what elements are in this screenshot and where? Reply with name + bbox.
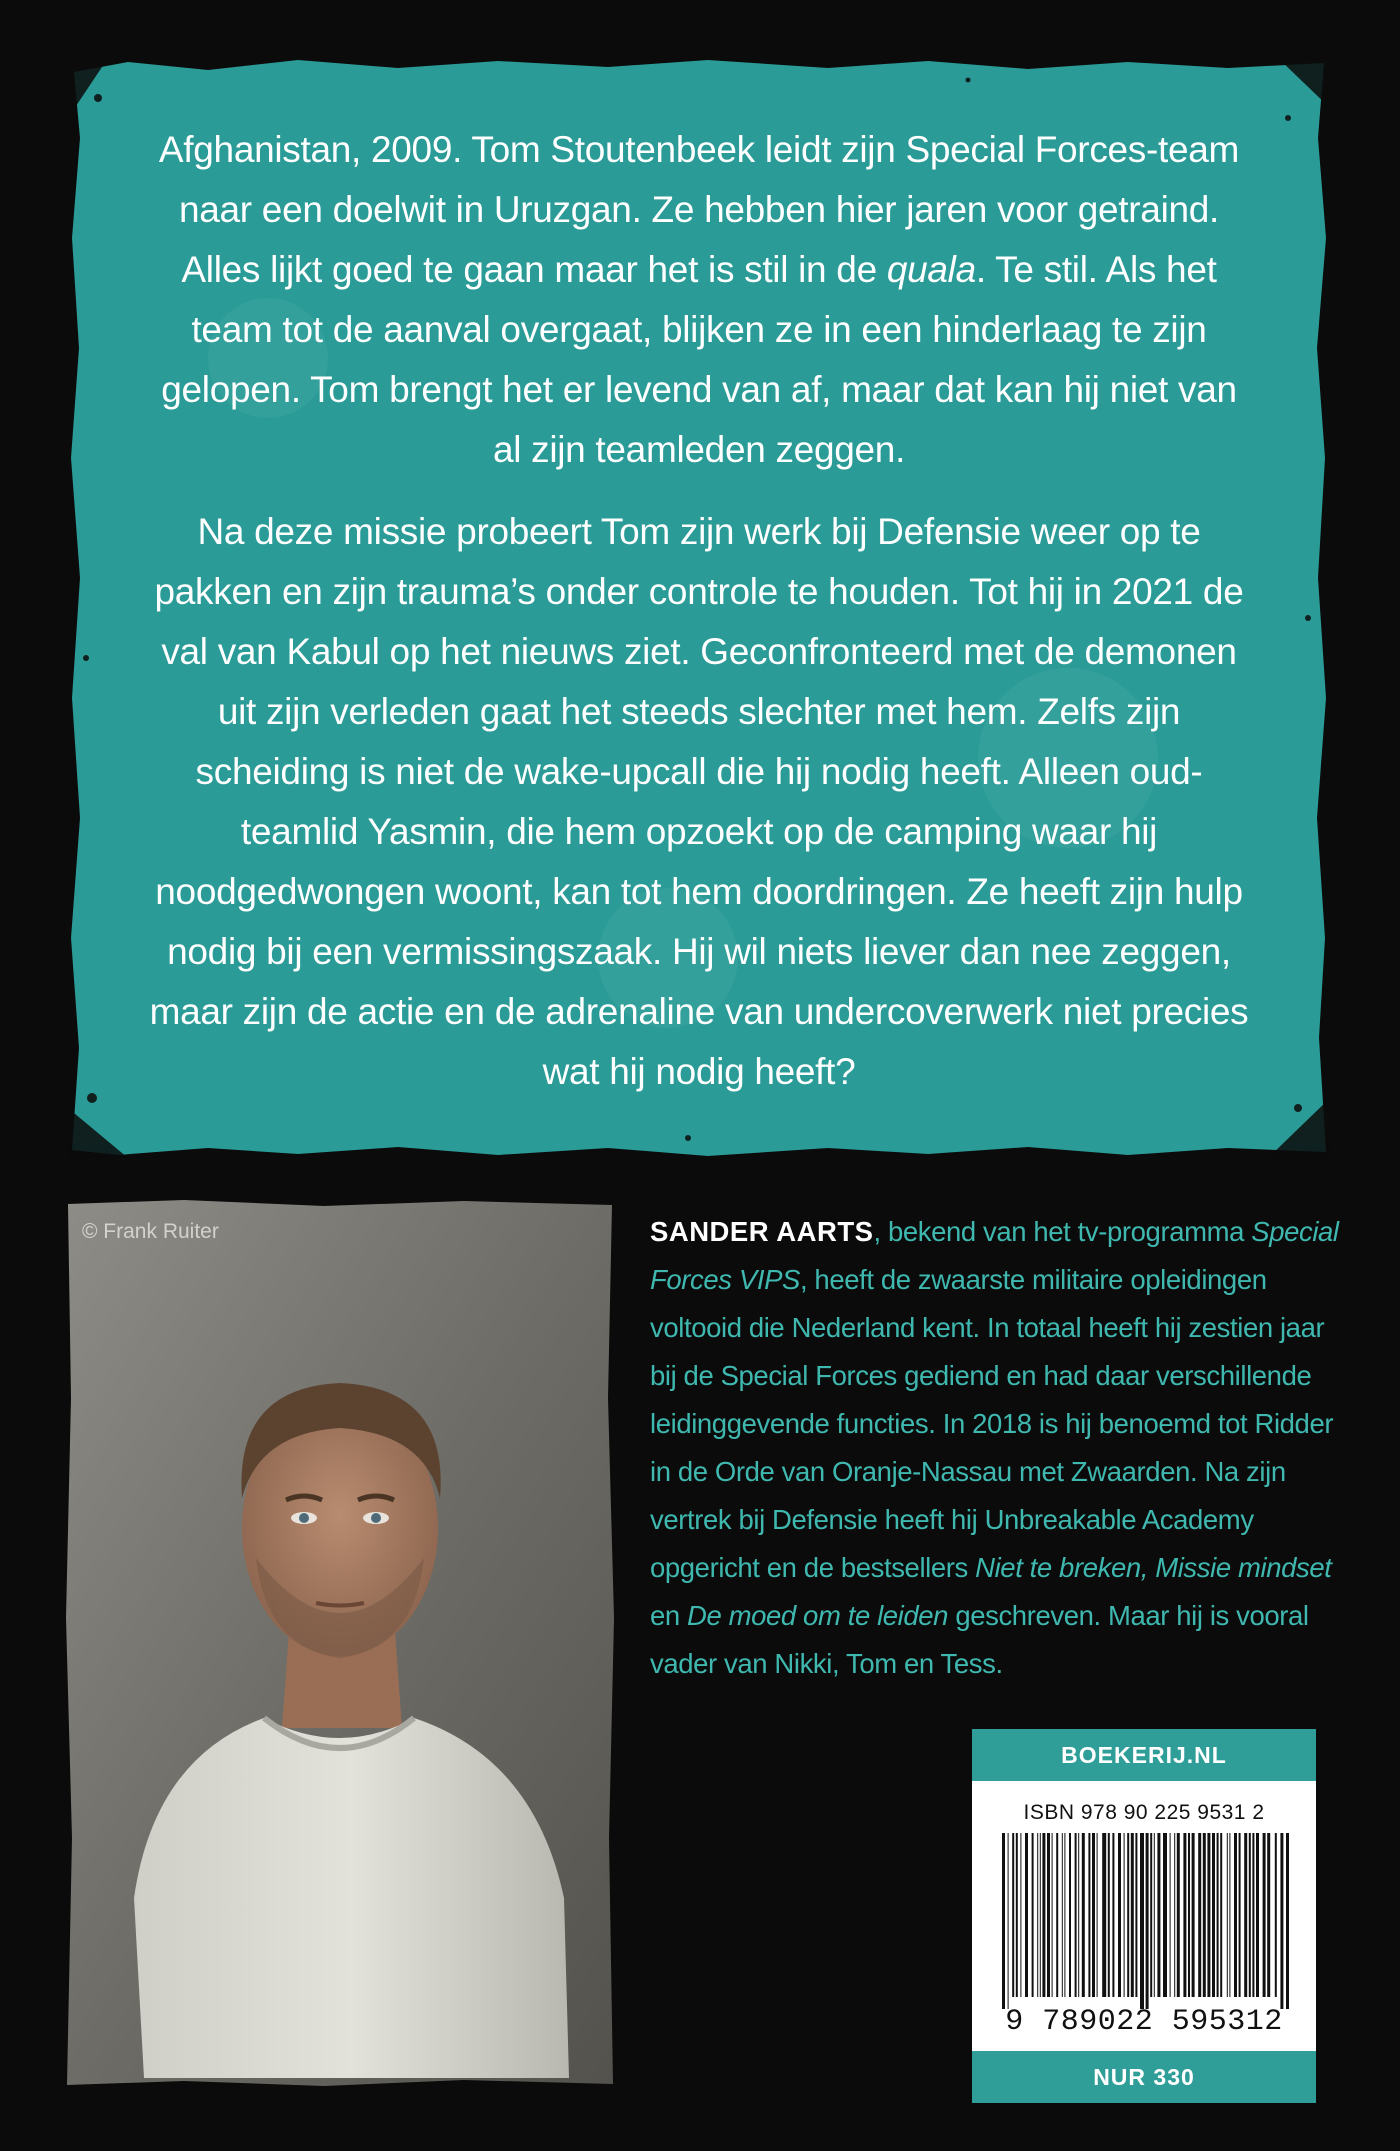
- barcode-bar: [1177, 1833, 1180, 1997]
- barcode-bar: [1217, 1833, 1219, 1997]
- blurb-paragraph-2: Na deze missie probeert Tom zijn werk bij Defensie weer op te pakken en zijn trauma’s onder controle te houden. Tot hij in 2021 de val van Kabul op het nieuws ziet. Geconfronteerd met de demonen uit zijn verleden gaat het steeds slechter met hem. Zelfs zijn scheiding is niet de wake-upcall die hij nodig heeft. Alleen oud-teamlid Yasmin, die hem opzoekt op de camping waar hij noodgedwongen woont, kan tot hem doordringen. Ze heeft zijn hulp nodig bij een vermissingszaak. Hij wil niets liever dan nee zeggen, maar zijn de actie en de adrenaline van undercoverwerk niet precies wat hij nodig heeft?: [149, 511, 1249, 1092]
- author-bio-text-2: , heeft de zwaarste militaire opleidingen voltooid die Nederland kent. In totaal heeft hij zestien jaar bij de Special Forces gediend en had daar verschillende leidinggevende functies. In 2018 is hij benoemd tot Ridder in de Orde van Oranje-Nassau met Zwaarden. Na zijn vertrek bij Defensie heeft hij Unbreakable Academy opgericht en de bestsellers: [650, 1264, 1334, 1583]
- barcode-bar: [1102, 1833, 1106, 1997]
- barcode-bar: [1092, 1833, 1095, 1997]
- author-bio-text-1: , bekend van het tv-programma: [873, 1216, 1252, 1247]
- book-title-2: Missie mindset: [1155, 1552, 1332, 1583]
- barcode-bar: [1174, 1833, 1175, 1997]
- barcode-bar: [1056, 1833, 1058, 1997]
- barcode-bar: [1163, 1833, 1167, 1997]
- author-photo: [64, 1198, 616, 2088]
- blurb-panel: [68, 58, 1330, 1158]
- barcode-bar: [1108, 1833, 1110, 1997]
- barcode-bar: [1280, 1833, 1283, 2009]
- barcode-bar: [1088, 1833, 1090, 1997]
- barcode-bar: [1275, 1833, 1277, 1997]
- barcode-bar: [1220, 1833, 1222, 1997]
- barcode-bar: [1150, 1833, 1152, 1997]
- barcode-bar: [1012, 1833, 1014, 1997]
- isbn-label: ISBN 978 90 225 9531 2: [1023, 1801, 1265, 1824]
- photo-credit: © Frank Ruiter: [82, 1220, 219, 1243]
- barcode-bar: [1042, 1833, 1045, 1997]
- barcode-bar: [1267, 1833, 1270, 1997]
- barcode-bar: [1256, 1833, 1259, 1997]
- barcode-bar: [1207, 1833, 1210, 1997]
- barcode-bar: [1097, 1833, 1098, 1997]
- barcode-digits: 9 789022 595312: [1005, 2005, 1283, 2039]
- barcode-bar: [1025, 1833, 1028, 1997]
- barcode-bar: [1062, 1833, 1063, 1997]
- barcode-bar: [1229, 1833, 1230, 1997]
- author-portrait-image: [64, 1198, 616, 2088]
- tv-show-title: Special Forces VIPS: [650, 1216, 1339, 1295]
- blurb-p1-italic: quala: [886, 249, 976, 290]
- barcode-bar: [1170, 1833, 1171, 1997]
- nur-code: NUR 330: [972, 2051, 1316, 2103]
- blurb-p1-part-b: . Te stil. Als het team tot de aanval overgaat, blijken ze in een hinderlaag te zijn gelopen. Tom brengt het er levend van af, maar dat kan hij niet van al zijn teamleden zeggen.: [161, 249, 1237, 470]
- book-title-3: De moed om te leiden: [687, 1600, 949, 1631]
- barcode-bar: [1140, 1833, 1144, 2009]
- barcode-bar: [1198, 1833, 1201, 1997]
- barcode-bar: [1112, 1833, 1114, 1997]
- blurb-paragraph-1: [148, 120, 1250, 480]
- barcode-bar: [1212, 1833, 1215, 1997]
- barcode-bar: [1008, 1833, 1009, 2009]
- barcode-bar: [1192, 1833, 1195, 1997]
- barcode-bar: [1064, 1833, 1065, 1997]
- barcode-bar: [1131, 1833, 1134, 1997]
- barcode-bar: [1263, 1833, 1266, 1997]
- barcode-bar: [1188, 1833, 1190, 1997]
- barcode-bar: [1002, 1833, 1005, 2009]
- barcode-bar: [1127, 1833, 1129, 1997]
- barcode-bars: [998, 1833, 1290, 2009]
- barcode-bar: [1252, 1833, 1254, 1997]
- barcode-bar: [1146, 1833, 1149, 2009]
- barcode-bar: [1052, 1833, 1053, 1997]
- publisher-url: BOEKERIJ.NL: [972, 1729, 1316, 1781]
- author-name: SANDER AARTS: [650, 1216, 874, 1247]
- barcode-bar: [1069, 1833, 1071, 1997]
- barcode-bar: [1047, 1833, 1050, 1997]
- barcode-bar: [1249, 1833, 1251, 1997]
- blurb-text: [148, 120, 1250, 1102]
- barcode-block: [972, 1729, 1316, 2103]
- barcode-bar: [1183, 1833, 1186, 1997]
- author-bio-text-3: geschreven. Maar hij is vooral vader van Nikki, Tom en Tess.: [650, 1600, 1309, 1679]
- book-title-1: Niet te breken: [975, 1552, 1141, 1583]
- barcode-bar: [1082, 1833, 1085, 1997]
- barcode-bar: [1075, 1833, 1077, 1997]
- blurb-p1-part-a: Afghanistan, 2009. Tom Stoutenbeek leidt zijn Special Forces-team naar een doelwit in Uruzgan. Ze hebben hier jaren voor getraind. Alles lijkt goed te gaan maar het is stil in de: [158, 129, 1240, 290]
- book-separator-1: ,: [1140, 1552, 1156, 1583]
- barcode-bar: [1154, 1833, 1155, 1997]
- barcode-bar: [1124, 1833, 1125, 1997]
- barcode-bar: [1227, 1833, 1228, 1997]
- barcode-bar: [1234, 1833, 1237, 1997]
- author-bio: [650, 1208, 1340, 1688]
- barcode-bar: [1286, 1833, 1289, 2009]
- barcode-bar: [1037, 1833, 1038, 1997]
- barcode-bar: [1244, 1833, 1247, 1997]
- book-separator-2: en: [650, 1600, 688, 1631]
- barcode-bar: [1135, 1833, 1137, 1997]
- barcode-bar: [1078, 1833, 1079, 1997]
- barcode-bar: [1040, 1833, 1041, 1997]
- barcode-bar: [1032, 1833, 1034, 1997]
- barcode-bar: [1203, 1833, 1206, 1997]
- barcode-bar: [1239, 1833, 1241, 1997]
- barcode-bar: [1118, 1833, 1121, 1997]
- barcode-bar: [1157, 1833, 1160, 1997]
- barcode-bar: [1020, 1833, 1021, 1997]
- barcode-bar: [1016, 1833, 1018, 1997]
